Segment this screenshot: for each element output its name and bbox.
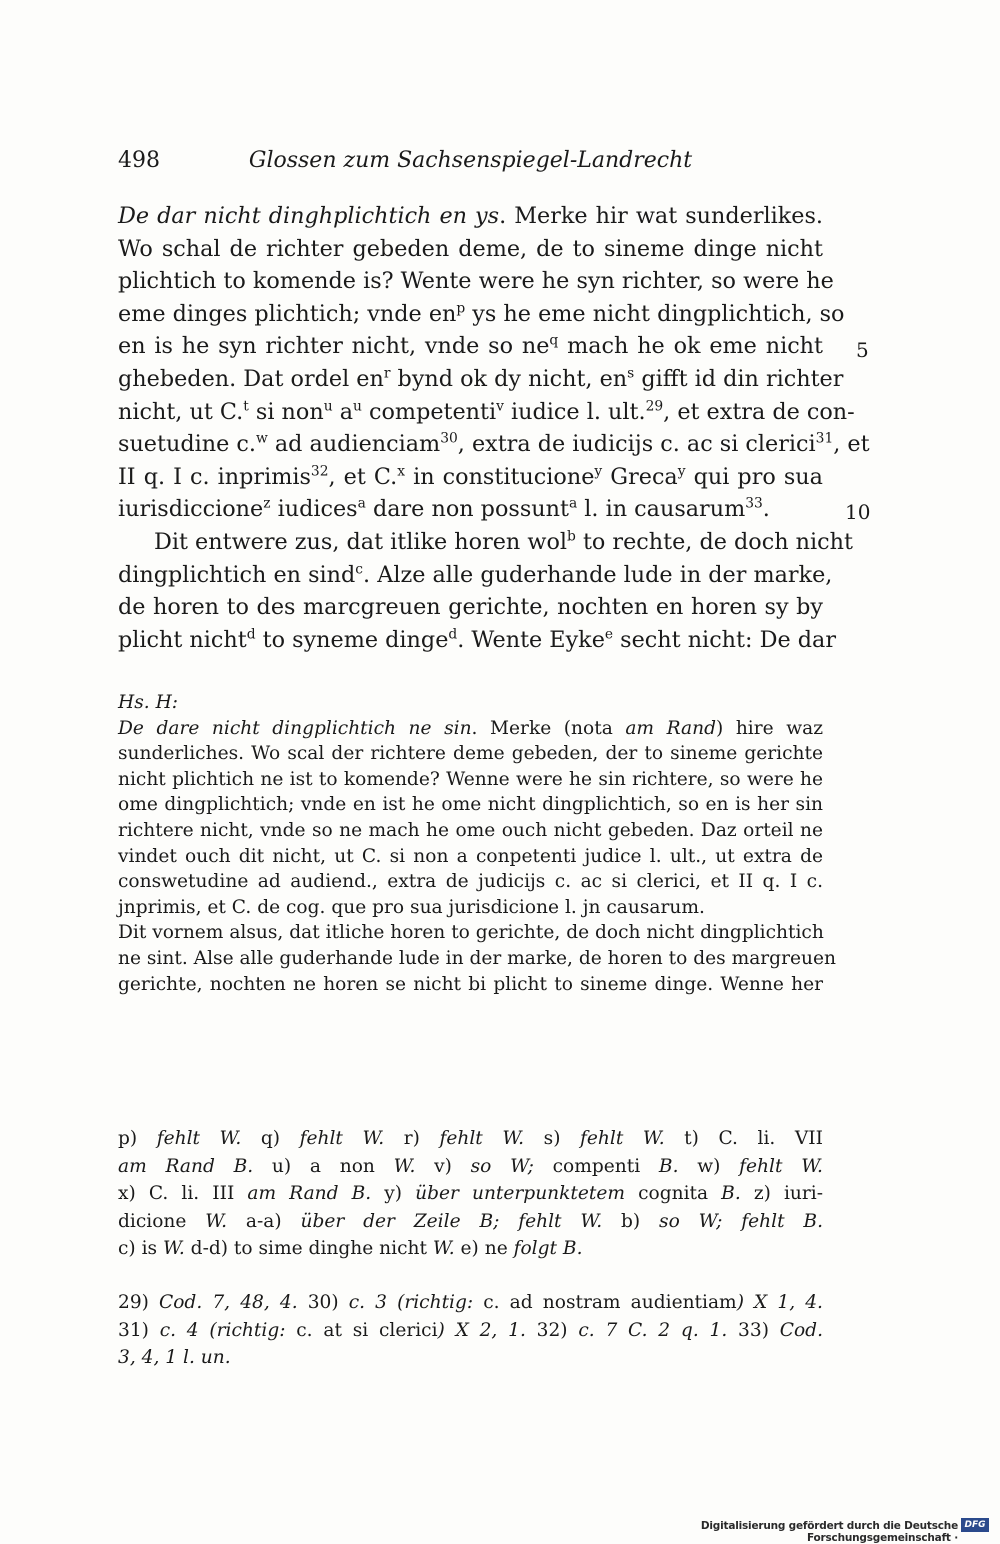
text-segment: am Rand (612, 717, 717, 739)
note-marker: c (355, 561, 364, 578)
text-segment: so W; fehlt B. (659, 1210, 823, 1232)
text-segment: De dare nicht dingplichtich ne sin (118, 717, 472, 739)
text-segment: iudices (270, 496, 358, 523)
variant-line (118, 767, 823, 793)
text-segment: c. 3 (richtig: (348, 1292, 474, 1313)
text-segment: sunderliches. Wo scal der richtere deme gebeden, der to sineme gerichte (118, 743, 823, 765)
text-segment: ad audienciam (267, 431, 441, 458)
note-marker: 29 (645, 398, 664, 415)
text-segment: fehlt W. (439, 1128, 525, 1149)
text-segment: . (762, 496, 770, 523)
text-segment: nicht plichtich ne ist to komende? Wenne were he sin richtere, so were he (118, 768, 823, 790)
text-segment: x) C. li. (118, 1183, 213, 1204)
text-segment: 32) (525, 1319, 579, 1341)
text-segment: , et C. (328, 463, 398, 490)
text-segment: a-a) (227, 1210, 301, 1232)
text-segment: e) ne (454, 1238, 514, 1259)
text-segment: über der Zeile B; fehlt W. (300, 1210, 603, 1232)
manuscript-h-variant (118, 690, 836, 997)
note-marker: u (353, 398, 362, 415)
text-segment: Dit vornem alsus, dat itliche horen to gerichte, de doch nicht dingplichtich (118, 922, 824, 944)
variant-line (118, 818, 823, 844)
text-segment: c. 7 C. 2 q. 1. (578, 1319, 728, 1341)
text-segment: c. inprimis (181, 463, 311, 490)
digitization-credit: Digitalisierung gefördert durch die Deutsche Forschungsgemeinschaft · (700, 1520, 958, 1544)
text-segment: iurisdiccione (118, 496, 264, 523)
text-segment (234, 1183, 247, 1204)
note-marker: t (243, 398, 249, 415)
text-segment: 30) (297, 1292, 349, 1313)
apparatus-line (118, 1180, 823, 1208)
text-segment: . Wente Eyke (457, 626, 605, 653)
note-marker: s (627, 365, 635, 382)
text-segment: ghebeden. Dat ordel en (118, 365, 384, 392)
variant-line (118, 792, 823, 818)
main-line (118, 298, 845, 331)
text-segment: gifft id din richter (634, 365, 844, 392)
text-segment: c. 4 (richtig: (159, 1319, 286, 1341)
text-segment: si non (248, 398, 324, 425)
reference-line (118, 1317, 823, 1345)
text-segment: nota (571, 717, 613, 739)
text-segment: . Merke ( (471, 717, 572, 739)
variant-line (118, 716, 823, 742)
text-segment: de horen to des marcgreuen gerichte, nochten en horen sy by (118, 594, 823, 621)
text-segment: t) C. li. (664, 1128, 795, 1149)
text-segment: z) iuri- (740, 1183, 823, 1204)
text-segment: fehlt W. (299, 1128, 385, 1149)
text-segment: III (212, 1183, 235, 1204)
text-segment: . Alze alle guderhande lude in der marke, (363, 561, 833, 588)
text-segment: De dar nicht dinghplichtich en ys (118, 203, 500, 229)
text-segment: 3, 4, 1 l. un. (118, 1347, 231, 1368)
main-line (118, 233, 823, 266)
text-segment: conswetudine ad audiend., extra de judicijs c. ac si clerici, et (118, 871, 739, 893)
text-segment: c. (797, 871, 823, 893)
main-line (118, 200, 823, 233)
text-segment: W. (432, 1238, 455, 1259)
text-segment: II (118, 463, 136, 490)
text-segment: mach he ok eme nicht (558, 333, 824, 360)
text-segment: eme dinges plichtich; vnde en (118, 300, 457, 327)
text-segment: p) (118, 1128, 157, 1149)
variant-line (118, 741, 823, 767)
running-head (118, 148, 823, 178)
main-line (118, 559, 833, 592)
text-segment: l. in causarum (577, 496, 746, 523)
variant-line (118, 844, 823, 870)
text-segment: iudice l. ult. (503, 398, 646, 425)
note-marker: d (246, 626, 256, 643)
text-segment: to rechte, de doch nicht (575, 528, 853, 555)
line-number-5: 5 (856, 338, 869, 362)
reference-line (118, 1289, 823, 1317)
text-segment: a (332, 398, 354, 425)
note-marker: p (456, 300, 466, 317)
apparatus-line (118, 1125, 823, 1153)
text-segment: , extra de iudicijs c. ac si clerici (457, 431, 816, 458)
text-segment: plicht nicht (118, 626, 247, 653)
note-marker: a (568, 495, 578, 512)
text-segment: dingplichtich en sind (118, 561, 356, 588)
critical-apparatus (118, 1125, 823, 1263)
note-marker: a (357, 495, 366, 512)
line-number-10: 10 (845, 500, 871, 524)
text-segment: q. (135, 463, 174, 490)
text-segment: . Merke hir wat sunderlikes. (499, 203, 823, 229)
text-segment: I (173, 463, 182, 490)
text-segment: über unterpunktetem (415, 1183, 626, 1204)
text-segment: ome dingplichtich; vnde en ist he ome nicht dingplichtich, so en is her sin (118, 794, 823, 816)
text-segment: w) (678, 1155, 740, 1177)
text-segment: fehlt W. (156, 1128, 242, 1149)
text-segment: competenti (361, 398, 497, 425)
text-segment: Dit entwere zus, dat itlike horen wol (154, 528, 568, 555)
text-segment: ys he eme nicht dingplichtich, so (465, 300, 845, 327)
text-segment: 31) (118, 1319, 160, 1341)
text-segment: Wo schal de richter gebeden deme, de to sineme dinge nicht (118, 235, 823, 262)
reference-line (118, 1344, 823, 1372)
main-line (118, 265, 834, 298)
text-segment: q. (753, 871, 790, 893)
note-marker: 33 (745, 495, 763, 512)
note-marker: d (448, 626, 458, 643)
text-segment: Cod. 7, 48, 4. (159, 1292, 298, 1313)
text-segment: VII (794, 1128, 823, 1149)
text-segment: r) (384, 1128, 440, 1149)
text-segment: jnprimis, et C. de cog. que pro sua jurisdicione l. jn causarum. (118, 896, 705, 918)
main-line (118, 624, 836, 657)
text-segment: W. (393, 1155, 416, 1177)
main-line (118, 493, 823, 526)
note-marker: 30 (440, 430, 458, 447)
text-segment: am Rand B. (247, 1183, 372, 1204)
text-segment: c. ad nostram audientiam (473, 1292, 737, 1313)
text-segment: bynd ok dy nicht, en (390, 365, 628, 392)
text-segment: ) X 2, 1. (437, 1319, 526, 1341)
text-segment: folgt B. (513, 1238, 583, 1259)
text-segment: en is he syn richter nicht, vnde so ne (118, 333, 550, 360)
note-marker: b (567, 528, 576, 545)
apparatus-line (118, 1235, 823, 1263)
text-segment: in constitucione (405, 463, 595, 490)
text-segment: gerichte, nochten ne horen se nicht bi plicht to sineme dinge. Wenne her (118, 973, 823, 995)
variant-line (118, 946, 836, 972)
text-segment: to syneme dinge (255, 626, 449, 653)
text-segment: W. (205, 1210, 228, 1232)
text-segment: Greca (602, 463, 678, 490)
text-segment: v) (415, 1155, 471, 1177)
page-number: 498 (118, 148, 160, 173)
text-segment: b) (602, 1210, 660, 1232)
main-line (118, 428, 870, 461)
text-segment: s) (524, 1128, 581, 1149)
text-segment: richtere nicht, vnde so ne mach he ome ouch nicht gebeden. Daz orteil ne (118, 819, 823, 841)
note-marker: 31 (815, 430, 834, 447)
main-line (118, 396, 855, 429)
manuscript-label: Hs. H: (118, 692, 179, 713)
text-segment: B. (721, 1183, 741, 1204)
text-segment: secht nicht: De dar (613, 626, 836, 653)
text-segment: II (738, 871, 754, 893)
variant-line (118, 895, 823, 921)
note-marker: y (677, 463, 686, 480)
source-references (118, 1289, 823, 1372)
text-segment: vindet ouch dit nicht, ut C. si non a conpetenti judice l. ult., ut extra de (118, 845, 823, 867)
text-segment: d-d) to sime dinghe nicht (184, 1238, 433, 1259)
text-segment: dicione (118, 1210, 206, 1232)
text-segment: fehlt W. (739, 1155, 823, 1177)
note-marker: v (496, 398, 504, 415)
text-segment: ne sint. Alse alle guderhande lude in der marke, de horen to des margreuen (118, 947, 836, 969)
text-segment: cognita (625, 1183, 722, 1204)
text-segment: so W; (470, 1155, 534, 1177)
text-segment: plichtich to komende is? Wente were he syn richter, so were he (118, 268, 834, 295)
text-segment: y) (371, 1183, 416, 1204)
apparatus-line (118, 1153, 823, 1181)
note-marker: x (397, 463, 406, 480)
main-line (118, 461, 823, 494)
text-segment: I (789, 871, 798, 893)
text-segment: q) (241, 1128, 300, 1149)
note-marker: u (323, 398, 333, 415)
text-segment: W. (162, 1238, 185, 1259)
running-title: Glossen zum Sachsenspiegel-Landrecht (248, 148, 693, 173)
dfg-logo: DFG (961, 1518, 989, 1532)
text-segment: B. (658, 1155, 679, 1177)
text-segment: , et extra de con- (663, 398, 855, 425)
text-segment: u) a non (253, 1155, 394, 1177)
text-segment: 29) (118, 1292, 160, 1313)
text-segment: c) is (118, 1238, 163, 1259)
note-marker: e (604, 626, 614, 643)
variant-line (118, 972, 823, 998)
text-segment: , et (833, 431, 870, 458)
text-segment: Cod. (779, 1319, 823, 1341)
note-marker: y (594, 463, 603, 480)
variant-line (118, 920, 823, 946)
text-segment: suetudine c. (118, 431, 256, 458)
main-line (118, 363, 844, 396)
text-segment: am Rand B. (118, 1155, 254, 1177)
text-segment: ) X 1, 4. (736, 1292, 823, 1313)
main-line (118, 591, 823, 624)
main-line (118, 330, 823, 363)
note-marker: q (549, 332, 559, 349)
text-segment: 33) (727, 1319, 780, 1341)
text-segment: fehlt W. (580, 1128, 665, 1149)
text-segment: compenti (533, 1155, 659, 1177)
note-marker: r (383, 365, 391, 382)
main-line (118, 526, 853, 559)
text-segment: c. at si clerici (285, 1319, 438, 1341)
text-segment: nicht, ut C. (118, 398, 244, 425)
text-segment: qui pro sua (685, 463, 823, 490)
note-marker: 32 (310, 463, 329, 480)
note-marker: w (255, 430, 268, 447)
variant-line (118, 869, 823, 895)
apparatus-line (118, 1208, 823, 1236)
note-marker: z (263, 495, 271, 512)
text-segment: ) hire waz (716, 717, 824, 739)
text-segment: dare non possunt (365, 496, 569, 523)
